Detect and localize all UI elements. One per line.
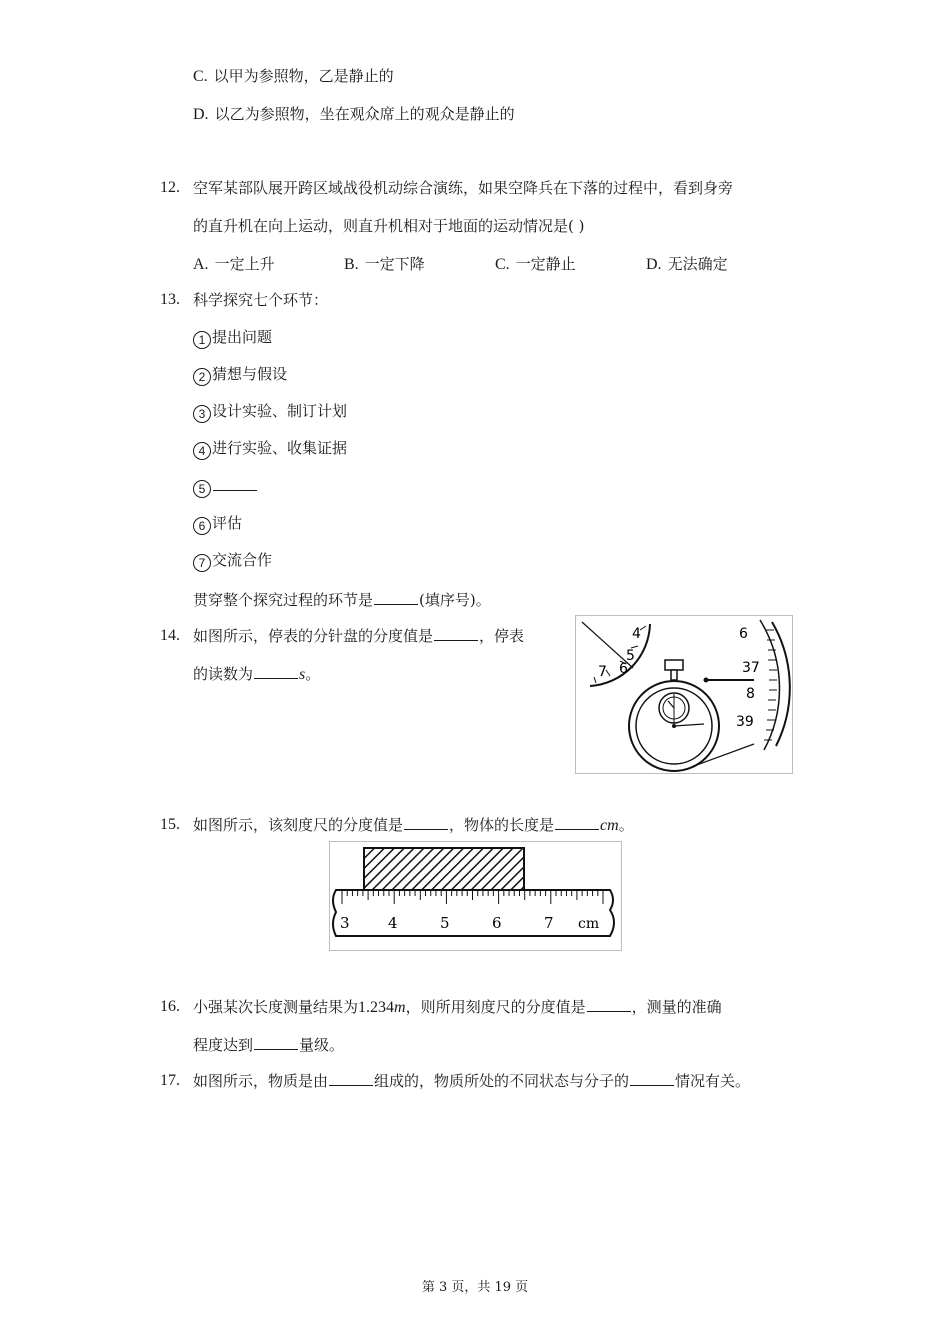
q17-text <box>193 1071 750 1091</box>
q12-option-a <box>193 254 275 275</box>
ruler-label-4: 4 <box>388 914 398 932</box>
minute-label-7: 7 <box>598 664 607 680</box>
measurement-value: 1.234 <box>358 999 395 1016</box>
q14-text-b: ，停表 <box>479 627 525 645</box>
q13-step-3 <box>193 401 347 423</box>
q11-option-c <box>193 66 394 87</box>
ruler-drawing <box>330 842 621 950</box>
circled-number: 6 <box>193 517 211 535</box>
q15-number: 15. <box>160 816 180 833</box>
q17-text-c: 情况有关。 <box>675 1072 751 1090</box>
step-text: 交流合作 <box>212 551 273 569</box>
q16-text-e: 量级。 <box>299 1036 345 1054</box>
q13-step-5 <box>193 476 258 498</box>
q13-step-6 <box>193 513 242 535</box>
answer-blank[interactable] <box>329 1071 373 1086</box>
q16-text-c: ，测量的准确 <box>631 998 722 1016</box>
option-text: 以乙为参照物，坐在观众席上的观众是静止的 <box>214 105 515 123</box>
answer-blank[interactable] <box>254 1035 298 1050</box>
q14-number: 14. <box>160 627 180 644</box>
final-text-b: (填序号)。 <box>419 591 491 609</box>
answer-blank[interactable] <box>374 590 418 605</box>
q16-line1 <box>193 997 722 1018</box>
final-text-a: 贯穿整个探究过程的环节是 <box>193 591 374 609</box>
option-text: 一定下降 <box>364 255 425 273</box>
answer-blank[interactable] <box>404 815 448 830</box>
stopwatch-drawing <box>576 616 792 773</box>
answer-blank[interactable] <box>434 626 478 641</box>
q13-step-1 <box>193 327 272 349</box>
q14-text-end: 。 <box>305 665 321 683</box>
ruler-figure <box>329 841 622 951</box>
q13-step-4 <box>193 438 347 460</box>
step-text: 进行实验、收集证据 <box>212 439 348 457</box>
unit-m: m <box>394 999 406 1016</box>
minute-label-5: 5 <box>626 648 635 664</box>
option-label: B. <box>344 256 359 273</box>
circled-number: 1 <box>193 331 211 349</box>
step-text: 设计实验、制订计划 <box>212 402 348 420</box>
option-label: C. <box>193 68 208 85</box>
ruler-label-7: 7 <box>544 914 554 932</box>
circled-number: 7 <box>193 554 211 572</box>
step-text: 提出问题 <box>212 328 273 346</box>
unit-seconds: s <box>299 666 306 683</box>
option-text: 无法确定 <box>667 255 728 273</box>
second-label-37: 37 <box>742 660 760 676</box>
q17-text-b: 组成的，物质所处的不同状态与分子的 <box>374 1072 630 1090</box>
q11-option-d <box>193 104 515 125</box>
q12-stem-line1: 空军某部队展开跨区域战役机动综合演练，如果空降兵在下落的过程中，看到身旁 <box>193 179 734 197</box>
option-label: D. <box>646 256 662 273</box>
q16-line2 <box>193 1035 344 1055</box>
q12-number: 12. <box>160 179 180 196</box>
q13-step-7 <box>193 550 272 572</box>
circled-number: 5 <box>193 480 211 498</box>
circled-number: 3 <box>193 405 211 423</box>
q14-text-c: 的读数为 <box>193 665 254 683</box>
q12-option-c <box>495 254 576 275</box>
answer-blank[interactable] <box>630 1071 674 1086</box>
q14-line2 <box>193 664 320 685</box>
q15-text-b: ，物体的长度是 <box>449 816 555 834</box>
second-label-39: 39 <box>736 714 754 730</box>
ruler-unit-label: cm <box>578 916 600 932</box>
q12-option-d <box>646 254 728 275</box>
answer-blank[interactable] <box>587 997 631 1012</box>
circled-number: 4 <box>193 442 211 460</box>
q15-text <box>193 815 634 836</box>
stopwatch-figure <box>575 615 793 774</box>
option-text: 以甲为参照物，乙是静止的 <box>213 67 394 85</box>
page-footer: 第 3 页，共 19 页 <box>421 1280 529 1295</box>
second-label-8: 8 <box>746 686 755 702</box>
q17-text-a: 如图所示，物质是由 <box>193 1072 329 1090</box>
circled-number: 2 <box>193 368 211 386</box>
q13-step-2 <box>193 364 287 386</box>
unit-cm: cm <box>600 817 619 834</box>
ruler-label-3: 3 <box>340 914 350 932</box>
ruler-label-6: 6 <box>492 914 502 932</box>
q12-stem-line2: 的直升机在向上运动，则直升机相对于地面的运动情况是( ) <box>193 217 585 235</box>
minute-label-6: 6 <box>619 661 628 677</box>
step-text: 猜想与假设 <box>212 365 288 383</box>
answer-blank[interactable] <box>213 476 257 491</box>
minute-label-4: 4 <box>632 626 641 642</box>
q14-text-a: 如图所示，停表的分针盘的分度值是 <box>193 627 434 645</box>
q13-stem: 科学探究七个环节： <box>193 291 329 309</box>
second-label-6: 6 <box>739 626 748 642</box>
answer-blank[interactable] <box>555 815 599 830</box>
option-text: 一定上升 <box>214 255 275 273</box>
q14-line1 <box>193 626 524 646</box>
option-label: C. <box>495 256 510 273</box>
q16-text-d: 程度达到 <box>193 1036 254 1054</box>
q13-number: 13. <box>160 291 180 308</box>
q16-text-b: ，则所用刻度尺的分度值是 <box>405 998 586 1016</box>
option-label: D. <box>193 106 209 123</box>
step-text: 评估 <box>212 514 243 532</box>
q15-text-end: 。 <box>618 816 634 834</box>
ruler-label-5: 5 <box>440 914 450 932</box>
answer-blank[interactable] <box>254 664 298 679</box>
option-label: A. <box>193 256 209 273</box>
q16-number: 16. <box>160 998 180 1015</box>
q16-text-a: 小强某次长度测量结果为 <box>193 998 359 1016</box>
q12-option-b <box>344 254 425 275</box>
q13-final <box>193 590 491 610</box>
q17-number: 17. <box>160 1072 180 1089</box>
option-text: 一定静止 <box>515 255 576 273</box>
q15-text-a: 如图所示，该刻度尺的分度值是 <box>193 816 404 834</box>
